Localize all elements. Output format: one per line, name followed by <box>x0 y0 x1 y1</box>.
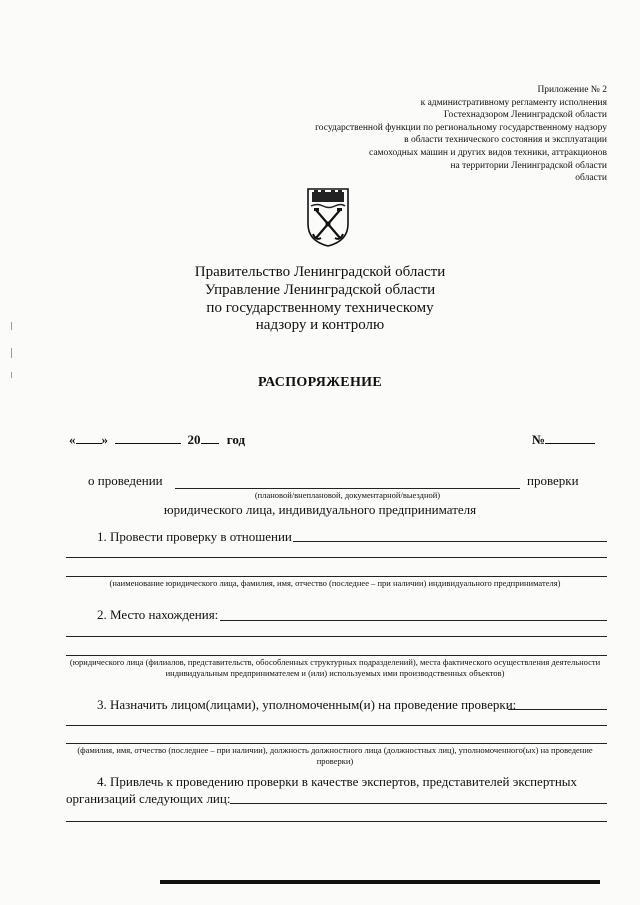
item1-caption: (наименование юридического лица, фамилия, имя, отчество (последнее – при наличии) индивидуального предпринимателя) <box>109 578 561 588</box>
item2-field-line[interactable] <box>66 655 607 656</box>
quote-open: « <box>69 432 76 447</box>
scan-edge-bar <box>160 880 600 884</box>
org-line: по государственному техническому <box>206 299 434 316</box>
date-line <box>69 430 245 448</box>
coat-of-arms-icon <box>305 186 351 248</box>
appendix-line: области <box>575 173 607 184</box>
appendix-line: государственной функции по региональному государственному надзору <box>315 122 607 133</box>
appendix-block <box>247 84 607 185</box>
scan-mark <box>11 372 12 378</box>
item1-label: 1. Провести проверку в отношении <box>97 529 292 544</box>
organization-name <box>130 264 510 335</box>
item1-field-line[interactable] <box>66 576 607 577</box>
about-prefix: о проведении <box>88 473 163 488</box>
number-sign: № <box>532 432 546 447</box>
year-prefix: 20 <box>187 432 201 447</box>
year-word: год <box>226 432 246 447</box>
item4-line1: 4. Привлечь к проведению проверки в качестве экспертов, представителей экспертных <box>97 774 578 789</box>
item3-label: 3. Назначить лицом(лицами), уполномоченным(и) на проведение проверки: <box>97 697 517 712</box>
item3-field[interactable] <box>508 709 607 710</box>
item4-field-line[interactable] <box>66 821 607 822</box>
appendix-line: к административному регламенту исполнения <box>420 97 607 108</box>
inspection-type-field[interactable] <box>175 488 520 489</box>
appendix-line: Приложение № 2 <box>537 85 607 95</box>
appendix-line: самоходных машин и других видов техники, аттракционов <box>369 147 607 158</box>
item3-field-line[interactable] <box>66 743 607 744</box>
inspection-type-hint: (плановой/внеплановой, документарной/выездной) <box>254 490 441 500</box>
scan-mark <box>11 348 12 358</box>
day-field[interactable] <box>76 430 102 444</box>
number-line <box>532 430 595 448</box>
item1-field[interactable] <box>293 541 607 542</box>
item4-field[interactable] <box>230 803 607 804</box>
item1-field-line[interactable] <box>66 557 607 558</box>
inspection-subject: юридического лица, индивидуального предпринимателя <box>163 502 477 517</box>
quote-close: » <box>101 432 108 447</box>
org-line: надзору и контролю <box>255 317 385 334</box>
item3-field-line[interactable] <box>66 725 607 726</box>
item2-field[interactable] <box>220 620 607 621</box>
appendix-line: на территории Ленинградской области <box>450 160 607 171</box>
year-field[interactable] <box>201 430 219 444</box>
month-field[interactable] <box>115 430 181 444</box>
appendix-line: Гостехнадзором Ленинградской области <box>443 110 607 121</box>
item2-caption: (юридического лица (филиалов, представительств, обособленных структурных подразделений), места фактического осуществления деятельности индивидуальным предпринимателем и (или) используемых ими производственных объектов) <box>69 657 601 678</box>
item4-label: организаций следующих лиц: <box>66 791 231 806</box>
appendix-line: в области технического состояния и эксплуатации <box>404 135 607 146</box>
document-title: РАСПОРЯЖЕНИЕ <box>258 375 382 390</box>
org-line: Управление Ленинградской области <box>204 281 436 298</box>
item2-field-line[interactable] <box>66 636 607 637</box>
item3-caption: (фамилия, имя, отчество (последнее – при наличии), должность должностного лица (должностных лиц), уполномоченного(ых) на проведение проверки) <box>77 745 593 766</box>
org-line: Правительство Ленинградской области <box>194 264 446 280</box>
about-suffix: проверки <box>527 473 579 488</box>
scan-mark <box>11 322 12 330</box>
item2-label: 2. Место нахождения: <box>97 607 219 622</box>
number-field[interactable] <box>545 430 595 444</box>
